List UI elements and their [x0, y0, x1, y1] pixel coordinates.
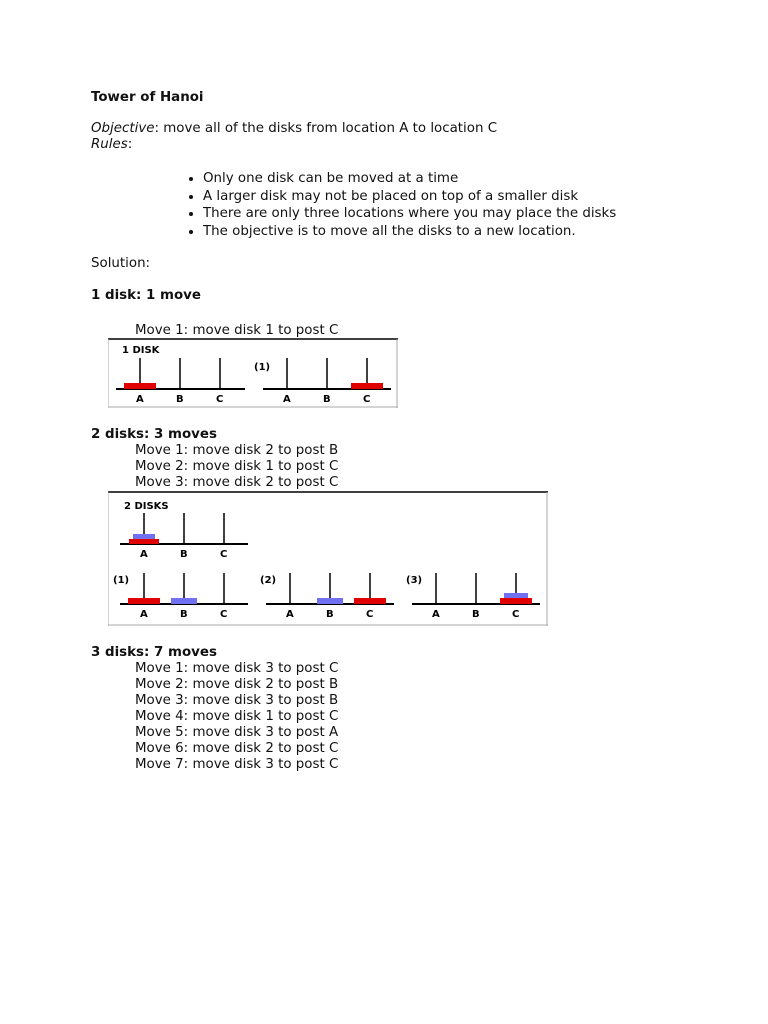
post-label-a: A: [283, 394, 291, 405]
move-step: Move 2: move disk 2 to post B: [135, 677, 339, 692]
move-step: Move 5: move disk 3 to post A: [135, 725, 339, 740]
rules-colon: :: [127, 137, 133, 152]
post-label-b: B: [472, 609, 480, 620]
figure-1-disk: [108, 338, 398, 408]
disk-1: [500, 598, 532, 604]
objective-label: Objective: [91, 121, 155, 136]
post-label-a: A: [432, 609, 440, 620]
post-label-b: B: [180, 609, 188, 620]
post-label-b: B: [323, 394, 331, 405]
figure-2-disks: [108, 491, 548, 626]
post-label-c: C: [512, 609, 520, 620]
post-label-b: B: [176, 394, 184, 405]
post-label-a: A: [140, 609, 148, 620]
objective-line: [91, 121, 497, 137]
rule-item: • A larger disk may not be placed on top of a smaller disk: [203, 188, 616, 206]
post-label-a: A: [140, 549, 148, 560]
section-heading-1-disk: 1 disk: 1 move: [91, 288, 201, 303]
disk-1: [354, 598, 386, 604]
move-step: Move 4: move disk 1 to post C: [135, 709, 339, 724]
disk-1: [128, 598, 160, 604]
moves-list-2-disks: [135, 443, 338, 491]
post-label-a: A: [136, 394, 144, 405]
step-label: (1): [113, 575, 130, 586]
post-label-c: C: [363, 394, 371, 405]
moves-list-3-disks: [135, 661, 338, 773]
rules-list: [184, 170, 616, 240]
figure-label-initial: 1 DISK: [122, 345, 160, 356]
section-heading-3-disks: 3 disks: 7 moves: [91, 645, 217, 660]
disk-1: [129, 539, 159, 544]
move-step: Move 1: move disk 3 to post C: [135, 661, 339, 676]
rules-line: [91, 137, 132, 153]
rule-item: • Only one disk can be moved at a time: [203, 170, 616, 188]
step-label: (2): [260, 575, 277, 586]
disk-1: [351, 383, 383, 389]
post-label-c: C: [220, 609, 228, 620]
section-heading-2-disks: 2 disks: 3 moves: [91, 427, 217, 442]
move-step: Move 6: move disk 2 to post C: [135, 741, 339, 756]
step-label: (1): [254, 362, 271, 373]
solution-label: Solution:: [91, 256, 151, 271]
disk-2: [504, 593, 528, 598]
rule-item: • The objective is to move all the disks to a new location.: [203, 223, 616, 241]
rule-item: • There are only three locations where you may place the disks: [203, 205, 616, 223]
post-label-c: C: [366, 609, 374, 620]
objective-text: : move all of the disks from location A to location C: [154, 121, 498, 136]
disk-2: [317, 598, 343, 604]
move-step: Move 2: move disk 1 to post C: [135, 459, 339, 474]
post-label-c: C: [220, 549, 228, 560]
post-label-b: B: [326, 609, 334, 620]
post-label-a: A: [286, 609, 294, 620]
post-label-c: C: [216, 394, 224, 405]
moves-list-1-disk: [135, 323, 338, 339]
disk-2: [133, 534, 155, 539]
move-step: Move 1: move disk 2 to post B: [135, 443, 339, 458]
move-step: Move 3: move disk 2 to post C: [135, 475, 339, 490]
post-label-b: B: [180, 549, 188, 560]
step-label: (3): [406, 575, 423, 586]
move-step: Move 1: move disk 1 to post C: [135, 323, 339, 338]
rules-label: Rules: [91, 137, 128, 152]
page-title: Tower of Hanoi: [91, 90, 204, 105]
disk-1: [124, 383, 156, 389]
move-step: Move 7: move disk 3 to post C: [135, 757, 339, 772]
move-step: Move 3: move disk 3 to post B: [135, 693, 339, 708]
disk-2: [171, 598, 197, 604]
figure-label-initial: 2 DISKS: [124, 501, 169, 512]
